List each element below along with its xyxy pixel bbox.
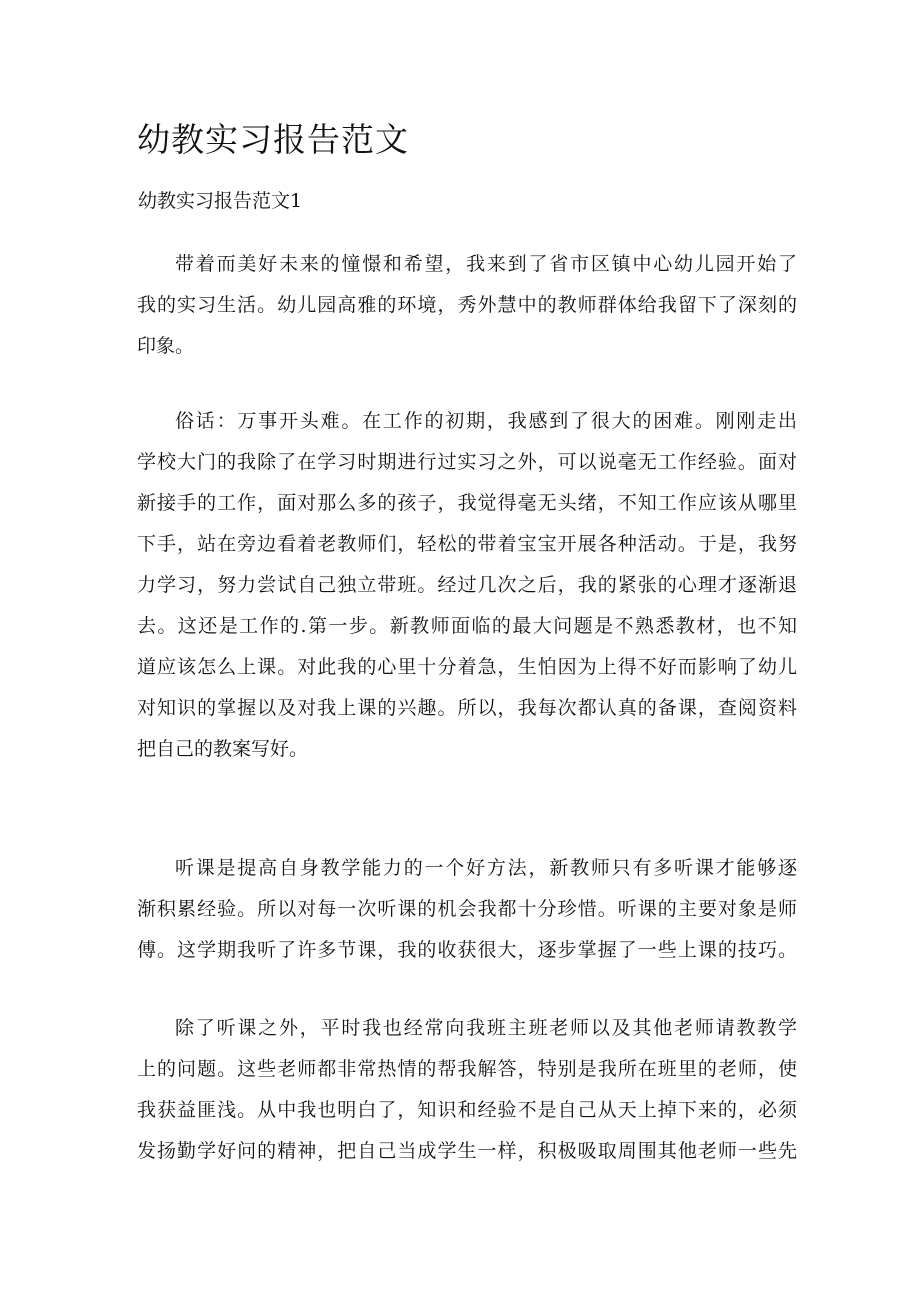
paragraph-3 (137, 848, 797, 971)
paragraph-line: 把自己的教案写好。 (137, 738, 309, 760)
document-title: 幼教实习报告范文 (137, 120, 409, 159)
paragraph-line: 上的问题。这些老师都非常热情的帮我解答，特别是我所在班里的老师，使 (137, 1058, 797, 1080)
paragraph-2 (137, 401, 797, 770)
paragraph-line: 我获益匪浅。从中我也明白了，知识和经验不是自己从天上掉下来的，必须 (137, 1099, 797, 1121)
paragraph-line: 发扬勤学好问的精神，把自己当成学生一样，积极吸取周围其他老师一些先 (137, 1140, 797, 1162)
paragraph-line: 印象。 (137, 335, 195, 357)
paragraph-line: 下手，站在旁边看着老教师们，轻松的带着宝宝开展各种活动。于是，我努 (137, 533, 797, 555)
paragraph-line: 对知识的掌握以及对我上课的兴趣。所以，我每次都认真的备课，查阅资料 (137, 697, 797, 719)
paragraph-line: 我的实习生活。幼儿园高雅的环境，秀外慧中的教师群体给我留下了深刻的 (137, 294, 797, 316)
paragraph-line: 傅。这学期我听了许多节课，我的收获很大，逐步掌握了一些上课的技巧。 (137, 939, 797, 961)
paragraph-line: 渐积累经验。所以对每一次听课的机会我都十分珍惜。听课的主要对象是师 (137, 898, 797, 920)
paragraph-line: 道应该怎么上课。对此我的心里十分着急，生怕因为上得不好而影响了幼儿 (137, 656, 797, 678)
paragraph-line: 去。这还是工作的.第一步。新教师面临的最大问题是不熟悉教材，也不知 (137, 615, 797, 637)
paragraph-line: 学校大门的我除了在学习时期进行过实习之外，可以说毫无工作经验。面对 (137, 451, 797, 473)
paragraph-line: 除了听课之外，平时我也经常向我班主班老师以及其他老师请教教学 (175, 1017, 797, 1039)
paragraph-4 (137, 1008, 797, 1172)
paragraph-line: 听课是提高自身教学能力的一个好方法，新教师只有多听课才能够逐 (175, 857, 797, 879)
paragraph-line: 俗话：万事开头难。在工作的初期，我感到了很大的困难。刚刚走出 (175, 410, 797, 432)
document-subtitle: 幼教实习报告范文1 (138, 190, 303, 212)
paragraph-line: 带着而美好未来的憧憬和希望，我来到了省市区镇中心幼儿园开始了 (175, 253, 797, 275)
paragraph-line: 新接手的工作，面对那么多的孩子，我觉得毫无头绪，不知工作应该从哪里 (137, 492, 797, 514)
paragraph-line: 力学习，努力尝试自己独立带班。经过几次之后，我的紧张的心理才逐渐退 (137, 574, 797, 596)
paragraph-1 (137, 244, 797, 367)
